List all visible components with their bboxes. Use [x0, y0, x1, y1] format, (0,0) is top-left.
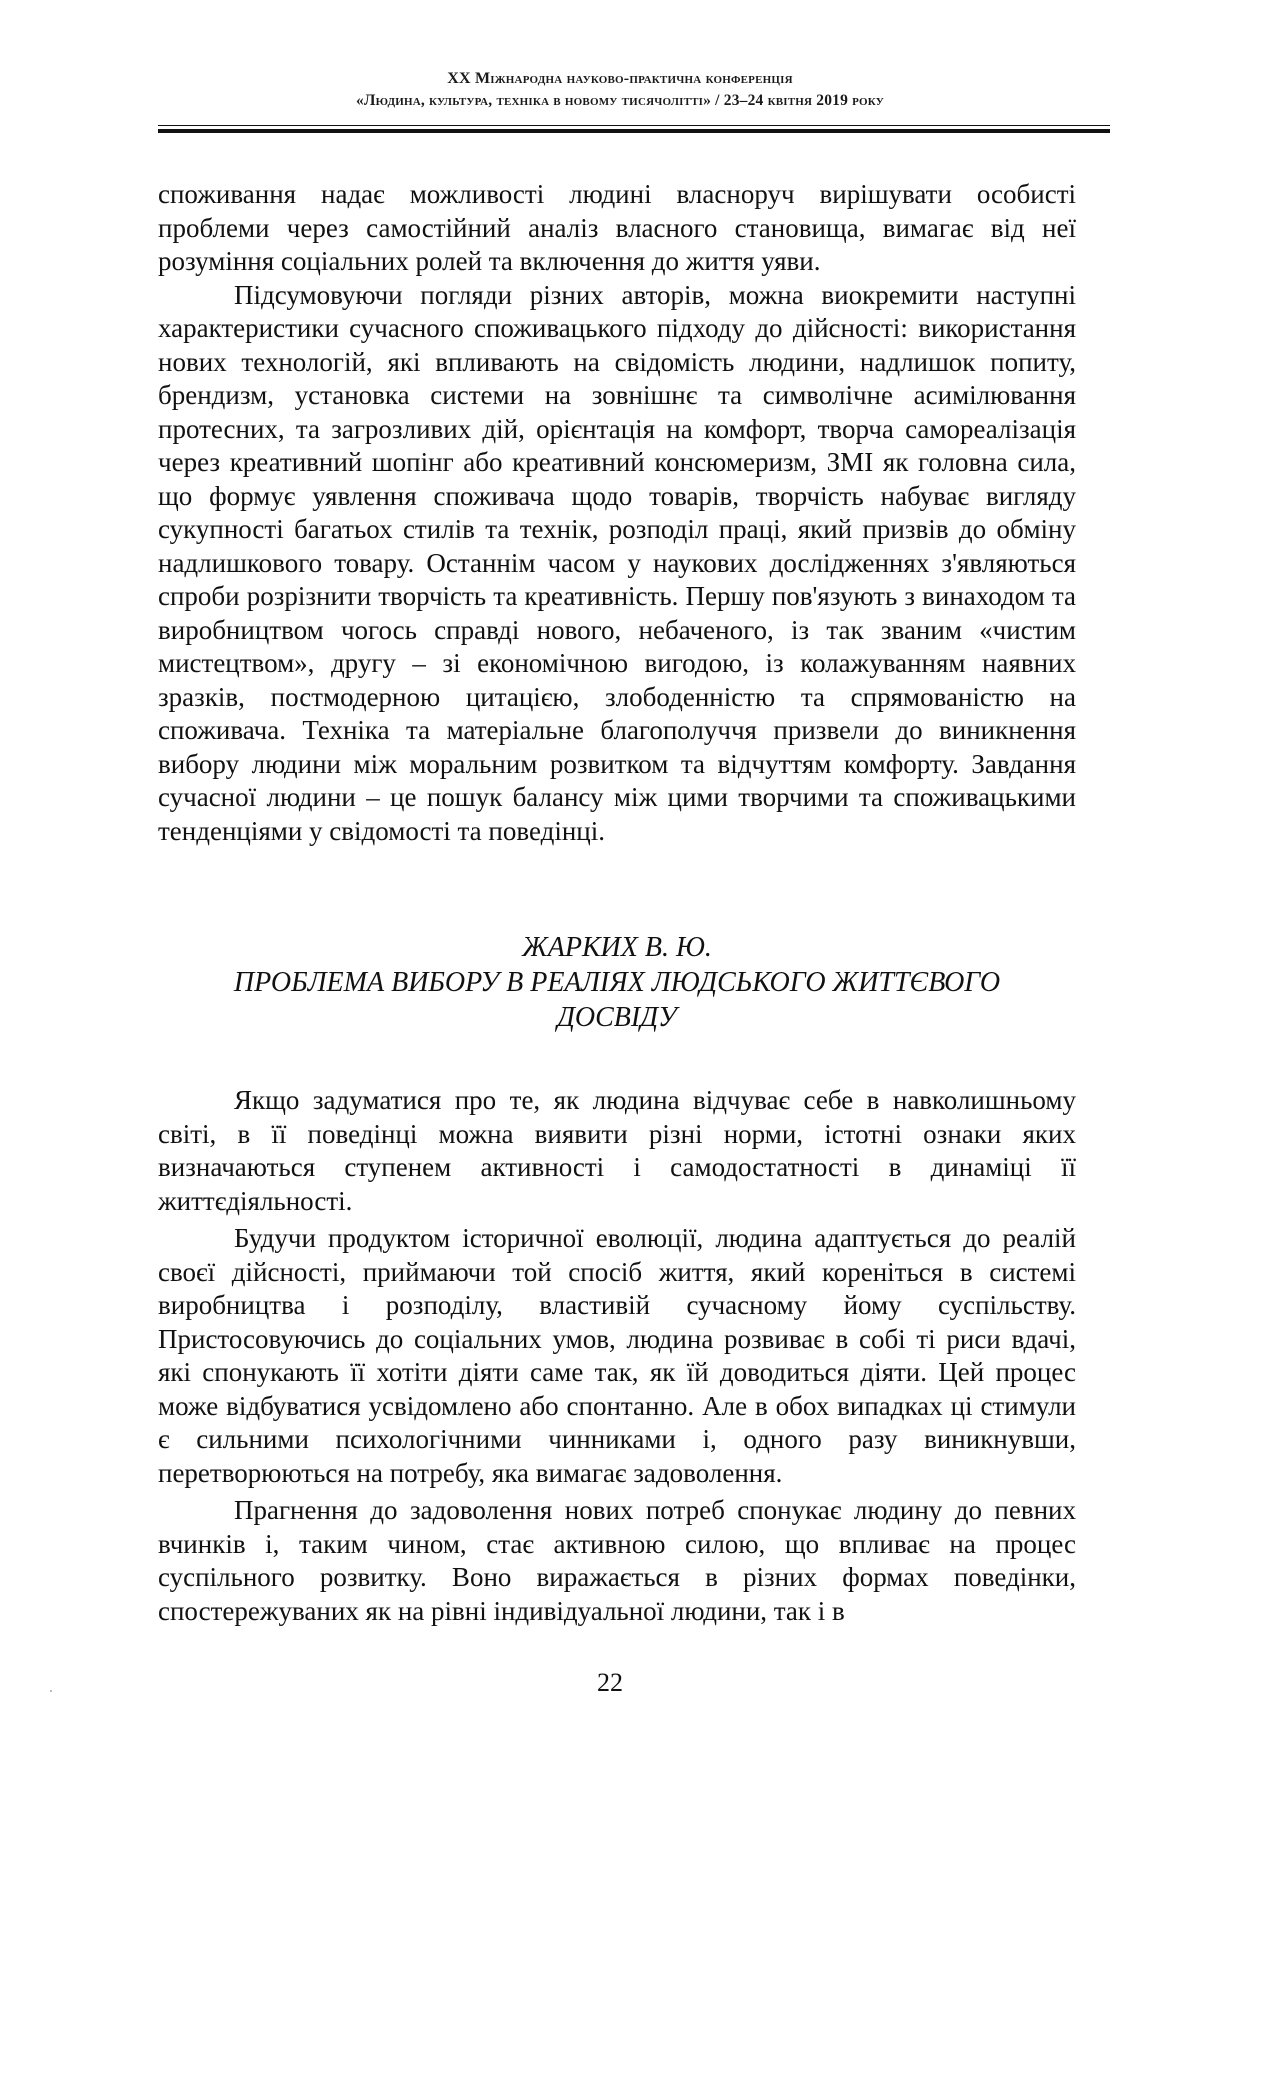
article-heading [158, 930, 1076, 1035]
previous-article-text [158, 178, 1076, 848]
article-body [158, 1084, 1076, 1632]
running-header [130, 68, 1110, 112]
paragraph: Підсумовуючи погляди різних авторів, можна виокремити наступні характеристики сучасного споживацького підходу до дійсності: використання нових технологій, які впливають на свідомість людини, надлишок попиту, брендизм, установка системи на зовнішнє та символічне асимілювання протесних, та загрозливих дій, орієнтація на комфорт, творча самореалізація через креативний шопінг або креативний консюмеризм, ЗМІ як головна сила, що формує уявлення споживача щодо товарів, творчість набуває вигляду сукупності багатьох стилів та технік, розподіл праці, який призвів до обміну надлишкового товару. Останнім часом у наукових дослідженнях з'являються спроби розрізнити творчість та креативність. Першу пов'язують з винаходом та виробництвом чогось справді нового, небаченого, із так званим «чистим мистецтвом», другу – зі економічною вигодою, із колажуванням наявних зразків, постмодерною цитацією, злободенністю та спрямованістю на споживача. Техніка та матеріальне благополуччя призвели до виникнення вибору людини між моральним розвитком та відчуттям комфорту. Завдання сучасної людини – це пошук балансу між цими творчими та споживацькими тенденціями у свідомості та поведінці. [158, 279, 1076, 846]
paragraph: споживання надає можливості людині власноруч вирішувати особисті проблеми через самостійний аналіз власного становища, вимагає від неї розуміння соціальних ролей та включення до життя уяви. [158, 179, 1076, 276]
article-title-line-1: ПРОБЛЕМА ВИБОРУ В РЕАЛІЯХ ЛЮДСЬКОГО ЖИТТЄВОГО [233, 967, 1001, 998]
header-conference-subtitle: «Людина, культура, техніка в новому тисячолітті» / 23–24 квітня 2019 року [355, 92, 884, 109]
article-title-line-2: ДОСВІДУ [557, 1002, 677, 1033]
scan-speck [50, 1690, 52, 1692]
article-author: ЖАРКИХ В. Ю. [522, 932, 712, 963]
header-rule-thin [158, 125, 1110, 126]
header-conference-title: XX Міжнародна науково-практична конференція [447, 70, 793, 87]
page-number: 22 [597, 1668, 623, 1697]
header-rule-thick [158, 129, 1110, 133]
paragraph: Прагнення до задоволення нових потреб спонукає людину до певних вчинків і, таким чином, стає активною силою, що впливає на процес суспільного розвитку. Воно виражається в різних формах поведінки, спостережуваних як на рівні індивідуальної людини, так і в [158, 1495, 1076, 1626]
paragraph: Якщо задуматися про те, як людина відчуває себе в навколишньому світі, в її поведінці можна виявити різні норми, істотні ознаки яких визначаються ступенем активності і самодостатності в динаміці її життєдіяльності. [158, 1085, 1076, 1216]
paragraph: Будучи продуктом історичної еволюції, людина адаптується до реалій своєї дійсності, приймаючи той спосіб життя, який кореніться в системі виробництва і розподілу, властивій сучасному йому суспільству. Пристосовуючись до соціальних умов, людина розвиває в собі ті риси вдачі, які спонукають її хотіти діяти саме так, як їй доводиться діяти. Цей процес може відбуватися усвідомлено або спонтанно. Але в обох випадках ці стимули є сильними психологічними чинниками і, одного разу виникнувши, перетворюються на потребу, яка вимагає задоволення. [158, 1223, 1076, 1488]
